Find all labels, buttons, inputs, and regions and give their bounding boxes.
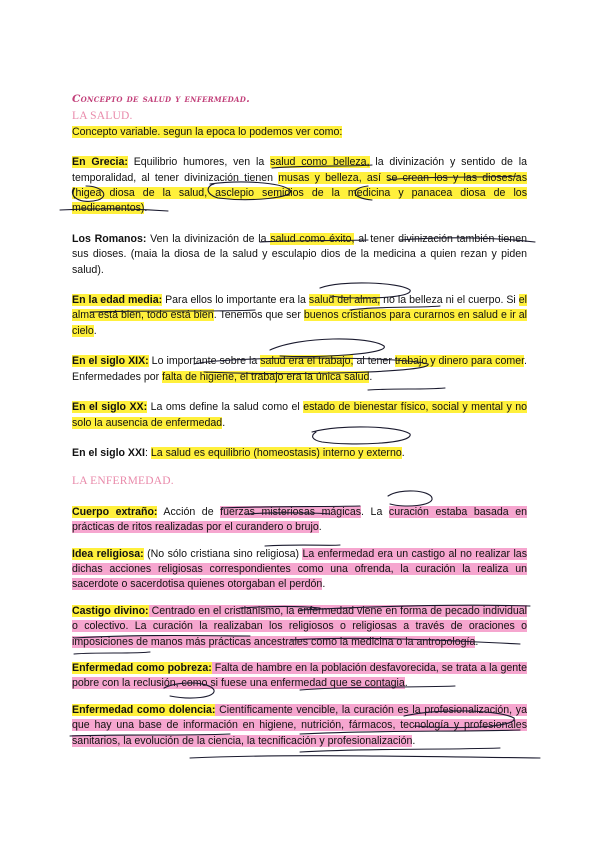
paragraph-siglo-xx <box>72 400 527 431</box>
castigo-highlight-1: Centrado en el cristianismo, la enfermedad viene en forma de pecado individual o colectivo. La curación la realizaban los religiosos o religiosas a través de oraciones o imposiciones de manos más prácticas ancestrales como la medicina o la antropología <box>72 604 527 648</box>
xix-highlight-1: salud era el trabajo, <box>260 355 354 368</box>
paragraph-idea-religiosa <box>72 547 527 593</box>
romanos-highlight-1: salud como éxito, <box>270 232 355 245</box>
grecia-text-2: la divinización y sentido de la temporalidad, al tener divinización tienen <box>72 156 527 184</box>
label-siglo-xx: En el siglo XX: <box>72 401 148 414</box>
label-idea-religiosa: Idea religiosa: <box>72 547 144 560</box>
paragraph-siglo-xix <box>72 354 527 385</box>
xix-text-4: . <box>369 370 373 383</box>
xxi-text-1: : <box>145 446 151 459</box>
media-text-3: . Tenemos que ser <box>213 309 304 322</box>
label-grecia: En Grecia: <box>72 156 128 169</box>
grecia-highlight-1: salud como belleza, <box>270 156 370 169</box>
grecia-text-1: Equilibrio humores, ven la <box>127 156 271 169</box>
idea-text-2: . <box>322 578 326 591</box>
paragraph-edad-media <box>72 293 527 339</box>
section-title-enfermedad: LA ENFERMEDAD. <box>72 475 174 488</box>
media-highlight-2: el alma está bien, todo está bien <box>72 294 527 322</box>
xix-text-3: . Enfermedades por <box>72 355 527 383</box>
document-page <box>72 92 527 749</box>
label-romanos: Los Romanos: <box>72 232 147 245</box>
label-castigo-divino: Castigo divino: <box>72 604 149 617</box>
pen-underline <box>190 756 540 758</box>
paragraph-castigo-divino <box>72 604 527 650</box>
section-title-salud: LA SALUD. <box>72 110 133 123</box>
dolencia-text-1: . <box>412 734 416 747</box>
paragraph-grecia <box>72 155 527 217</box>
cuerpo-text-3: . <box>318 521 322 534</box>
xx-highlight-1: estado de bienestar físico, social y mental y no solo la ausencia de enfermedad <box>72 401 527 429</box>
media-text-2: no la belleza ni el cuerpo. Si <box>380 294 519 307</box>
cuerpo-highlight-2: curación estaba basada en prácticas de ritos realizadas por el curandero o brujo <box>72 505 527 534</box>
label-siglo-xix: En el siglo XIX: <box>72 355 149 368</box>
paragraph-siglo-xxi <box>72 446 527 461</box>
pobreza-text-1: . <box>404 677 408 690</box>
romanos-text-2: al tener divinización también tienen sus dioses. (maia la diosa de la salud y esculapio dios de la medicina a quien rezan y piden salud). <box>72 232 527 276</box>
cuerpo-text-2: . La <box>361 505 389 518</box>
paragraph-dolencia <box>72 703 527 749</box>
xix-text-1: Lo importante sobre la <box>148 355 261 368</box>
grecia-text-3: . <box>144 202 148 215</box>
label-dolencia: Enfermedad como dolencia: <box>72 703 216 716</box>
idea-text-1: (No sólo cristiana sino religiosa) <box>143 547 303 560</box>
media-text-4: . <box>93 324 97 337</box>
idea-highlight-1: La enfermedad era un castigo al no realizar las dichas acciones religiosas correspondientes como una ofrenda, la curación la realiza un sacerdote o sacerdotisa quienes otorgaban el perdón <box>72 547 527 591</box>
paragraph-romanos <box>72 232 527 278</box>
grecia-highlight-2: musas y belleza, así se crean los y las dioses/as (higea diosa de la salud, asclepio semidios de la medicina y panacea diosa de los medicamentos) <box>72 171 527 215</box>
cuerpo-text-1: Acción de <box>157 505 221 518</box>
dolencia-highlight-1: Científicamente vencible, la curación es la profesionalización, ya que hay una base de información en higiene, nutrición, fármacos, tecnología y profesionales sanitarios, la evolución de la ciencia, la tecnificación y profesionalización <box>72 703 527 747</box>
xx-text-2: . <box>222 416 226 429</box>
label-edad-media: En la edad media: <box>72 294 163 307</box>
intro-highlight: Concepto variable. segun la epoca lo podemos ver como: <box>72 125 343 138</box>
media-text-1: Para ellos lo importante era la <box>162 294 309 307</box>
xx-text-1: La oms define la salud como el <box>147 401 304 414</box>
cuerpo-highlight-1: fuerzas misteriosas mágicas <box>220 505 362 518</box>
label-siglo-xxi: En el siglo XXI <box>72 446 145 459</box>
castigo-text-1: . <box>475 635 479 648</box>
label-pobreza: Enfermedad como pobreza: <box>72 661 212 674</box>
xix-highlight-2: trabajo y dinero para comer <box>394 355 525 368</box>
salud-intro <box>72 125 527 140</box>
pobreza-highlight-1: Falta de hambre en la población desfavorecida, se trata a la gente pobre con la reclusión, como si fuese una enfermedad que se contagia <box>72 661 527 690</box>
xix-highlight-3: falta de higiene, el trabajo era la única salud <box>162 370 370 383</box>
xix-text-2: al tener <box>353 355 395 368</box>
paragraph-cuerpo-extrano <box>72 505 527 536</box>
media-highlight-1: salud del alma, <box>308 294 381 307</box>
xxi-highlight-1: La salud es equilibrio (homeostasis) interno y externo <box>150 446 402 459</box>
paragraph-pobreza <box>72 661 527 692</box>
page-heading: Concepto de salud y enfermedad. <box>72 93 251 105</box>
romanos-text-1: Ven la divinización de la <box>146 232 271 245</box>
media-highlight-3: buenos cristianos para curarnos en salud e ir al cielo <box>72 309 527 337</box>
xxi-text-2: . <box>401 446 405 459</box>
label-cuerpo-extrano: Cuerpo extraño: <box>72 505 158 518</box>
